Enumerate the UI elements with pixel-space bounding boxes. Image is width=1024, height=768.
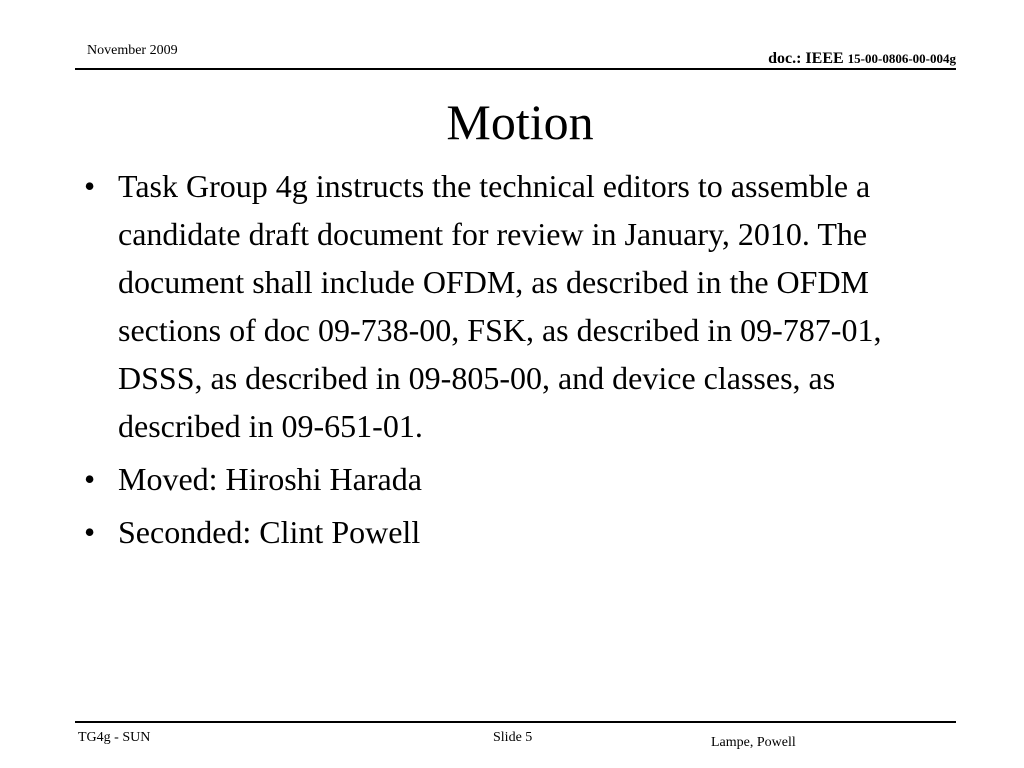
bullet-text: Moved: Hiroshi Harada bbox=[118, 461, 422, 497]
header-doc-id bbox=[768, 50, 956, 68]
bullet-item-motion-text bbox=[78, 162, 948, 450]
bullet-item-moved bbox=[78, 455, 948, 503]
footer-group: TG4g - SUN bbox=[78, 730, 151, 745]
bullet-icon: • bbox=[84, 461, 96, 497]
doc-prefix: doc.: IEEE bbox=[768, 50, 848, 67]
bullet-item-seconded bbox=[78, 508, 948, 556]
footer-rule bbox=[75, 721, 956, 723]
bullet-icon: • bbox=[84, 168, 96, 204]
header-rule bbox=[75, 68, 956, 70]
footer-slide-number: Slide 5 bbox=[493, 730, 533, 745]
doc-number: 15-00-0806-00-004g bbox=[847, 51, 956, 66]
bullet-icon: • bbox=[84, 514, 96, 550]
bullet-text: Seconded: Clint Powell bbox=[118, 514, 421, 550]
header-date: November 2009 bbox=[87, 43, 178, 58]
footer-authors: Lampe, Powell bbox=[711, 735, 796, 750]
bullet-list bbox=[78, 162, 948, 561]
bullet-text: Task Group 4g instructs the technical editors to assemble a candidate draft document for review in January, 2010. The document shall include OFDM, as described in the OFDM sections of doc 09-738-00, FSK, as described in 09-787-01, DSSS, as described in 09-805-00, and device classes, as described in 09-651-01. bbox=[118, 168, 882, 444]
slide-title: Motion bbox=[446, 94, 594, 150]
